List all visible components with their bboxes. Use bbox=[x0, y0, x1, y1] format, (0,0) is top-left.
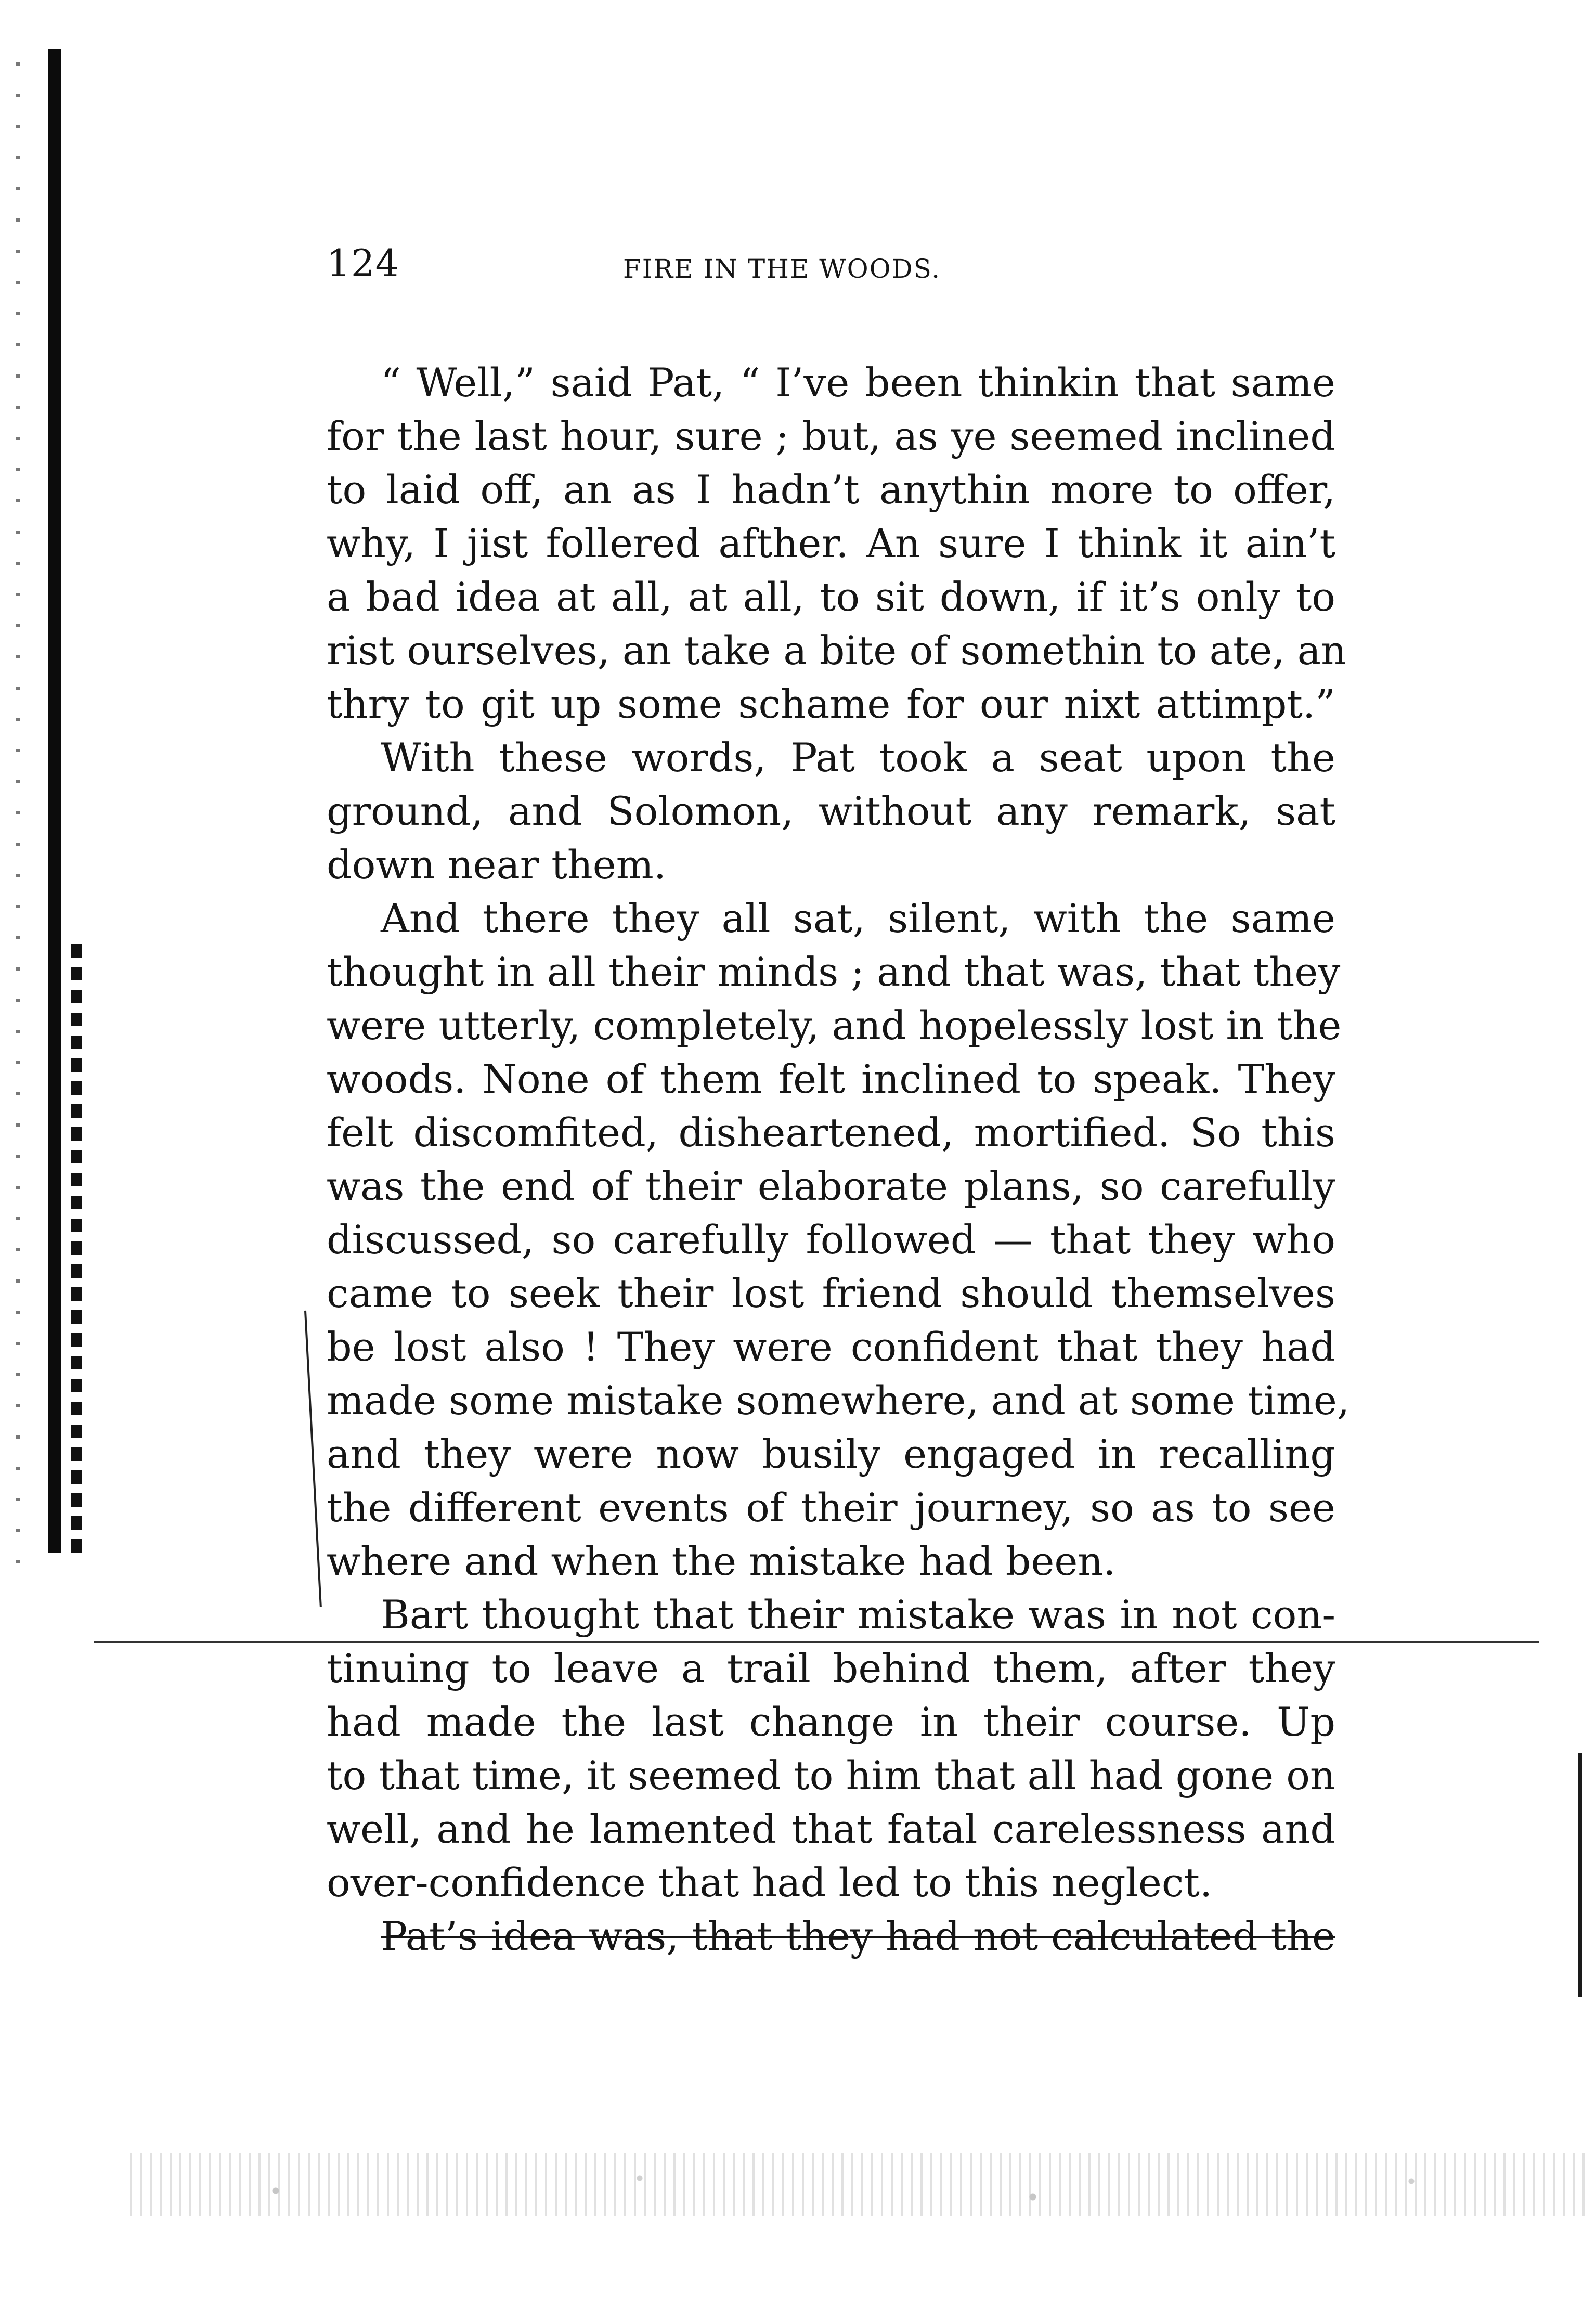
text-line: discussed, so carefully followed — that they who bbox=[327, 1217, 1335, 1263]
page-number: 124 bbox=[327, 241, 400, 285]
text-line: thry to git up some schame for our nixt attimpt.” bbox=[327, 681, 1335, 727]
text-line: Bart thought that their mistake was in not con- bbox=[381, 1592, 1335, 1638]
margin-pencil-line bbox=[304, 1311, 322, 1607]
scan-speckle-left bbox=[16, 62, 20, 1571]
running-head: FIRE IN THE WOODS. bbox=[623, 254, 941, 284]
scan-binding-marks bbox=[71, 944, 82, 1558]
text-line: a bad idea at all, at all, to sit down, if it’s only to bbox=[327, 574, 1335, 620]
text-line: With these words, Pat took a seat upon the bbox=[381, 734, 1335, 781]
book-page bbox=[327, 238, 1350, 1963]
paragraph-3 bbox=[327, 891, 1350, 1588]
text-line: Pat’s idea was, that they had not calculated the bbox=[381, 1913, 1335, 1959]
text-line: down near them. bbox=[327, 842, 666, 888]
text-line: “ Well,” said Pat, “ I’ve been thinkin that same bbox=[381, 359, 1335, 406]
text-line: over-confidence that had led to this neglect. bbox=[327, 1859, 1213, 1906]
text-line: be lost also ! They were confident that they had bbox=[327, 1324, 1335, 1370]
scan-binding-shadow bbox=[48, 49, 61, 1553]
text-line: where and when the mistake had been. bbox=[327, 1538, 1116, 1584]
page-header bbox=[327, 238, 1335, 295]
text-line: well, and he lamented that fatal carelessness and bbox=[327, 1806, 1335, 1852]
text-line: ground, and Solomon, without any remark, sat bbox=[327, 788, 1335, 834]
text-line: And there they all sat, silent, with the same bbox=[381, 895, 1335, 941]
text-line: felt discomfited, disheartened, mortified. So this bbox=[327, 1109, 1335, 1156]
paragraph-2 bbox=[327, 731, 1335, 891]
text-line: to that time, it seemed to him that all had gone on bbox=[327, 1752, 1335, 1799]
text-line: why, I jist follered afther. An sure I think it ain’t bbox=[327, 520, 1335, 566]
scan-bottom-noise bbox=[130, 2153, 1586, 2216]
text-line: thought in all their minds ; and that was, that they bbox=[327, 949, 1341, 995]
text-line: was the end of their elaborate plans, so carefully bbox=[327, 1163, 1335, 1209]
scan-edge-right bbox=[1578, 1753, 1582, 1997]
text-line: made some mistake somewhere, and at some time, bbox=[327, 1377, 1350, 1424]
text-line: to laid off, an as I hadn’t anythin more to offer, bbox=[327, 467, 1335, 513]
text-line: for the last hour, sure ; but, as ye seemed inclined bbox=[327, 413, 1335, 459]
text-line: came to seek their lost friend should themselves bbox=[327, 1270, 1335, 1316]
text-line: were utterly, completely, and hopelessly lost in the bbox=[327, 1002, 1342, 1049]
paragraph-4 bbox=[327, 1588, 1335, 1909]
text-line: rist ourselves, an take a bite of somethin to ate, an bbox=[327, 627, 1347, 674]
text-line: the different events of their journey, so as to see bbox=[327, 1484, 1335, 1531]
text-line: tinuing to leave a trail behind them, after they bbox=[327, 1645, 1335, 1691]
body-text bbox=[327, 356, 1350, 1963]
scan-crease-line bbox=[94, 1641, 1539, 1643]
text-line: and they were now busily engaged in recalling bbox=[327, 1431, 1335, 1477]
text-line: had made the last change in their course. Up bbox=[327, 1699, 1335, 1745]
paragraph-1 bbox=[327, 356, 1347, 731]
text-line: woods. None of them felt inclined to speak. They bbox=[327, 1056, 1335, 1102]
paragraph-5 bbox=[327, 1909, 1335, 1963]
